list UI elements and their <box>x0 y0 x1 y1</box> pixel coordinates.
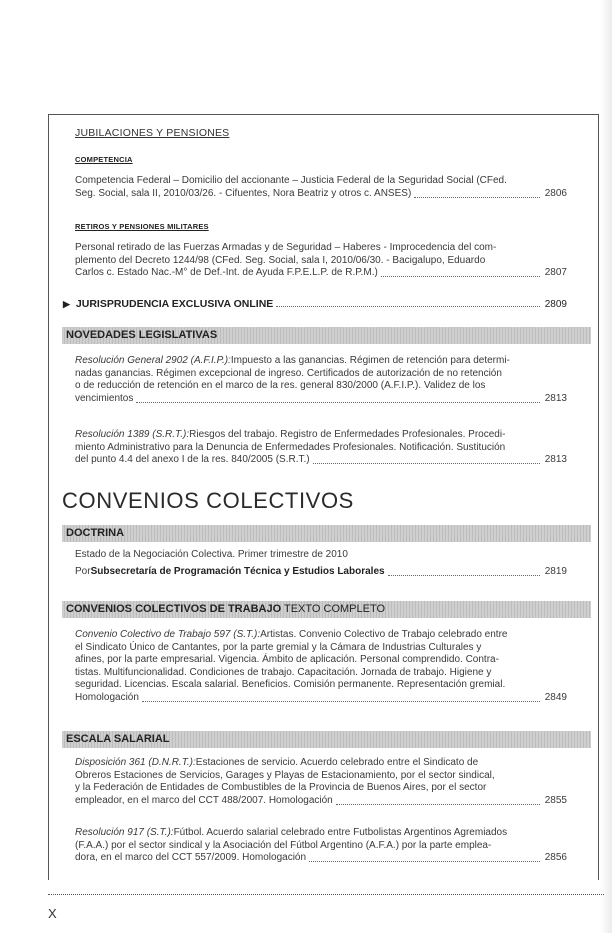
entry-retiros <box>75 242 567 280</box>
entry-novedades-1 <box>75 355 567 406</box>
entry-line: Obreros Estaciones de Servicios, Garages y Playas de Estacionamiento, por el sector sindical, <box>75 769 495 781</box>
page-ref: 2849 <box>544 691 567 703</box>
entry-line: Resolución 917 (S.T.): Fútbol. Acuerdo salarial celebrado entre Futbolistas Argentinos Agremiados <box>75 827 508 838</box>
entry-line: nadas ganancias. Régimen excepcional de ingreso. Certificados de autorización de no retención <box>75 367 502 379</box>
page-number: X <box>48 906 57 921</box>
entry-line: Personal retirado de las Fuerzas Armadas y de Seguridad – Haberes - Improcedencia del com- <box>75 242 497 253</box>
bar-cct: CONVENIOS COLECTIVOS DE TRABAJO TEXTO COMPLETO <box>62 601 591 618</box>
entry-line: Por Subsecretaría de Programación Técnica y Estudios Laborales 2819 <box>75 565 567 577</box>
page-ref: 2856 <box>544 852 567 864</box>
bar-novedades: NOVEDADES LEGISLATIVAS <box>62 327 591 344</box>
page-ref: 2813 <box>544 392 567 404</box>
entry-line: Resolución 1389 (S.R.T.): Riesgos del trabajo. Registro de Enfermedades Profesionales. Procedi- <box>75 429 506 440</box>
subhead-competencia: COMPETENCIA <box>75 155 133 164</box>
page-ref: 2813 <box>544 454 567 466</box>
entry-line: empleador, en el marco del CCT 488/2007. Homologación 2855 <box>75 794 567 806</box>
entry-cct <box>75 629 567 705</box>
section-title: JUBILACIONES Y PENSIONES <box>75 127 230 139</box>
entry-line: plemento del Decreto 1244/98 (CFed. Seg. Social, sala I, 2010/06/30. - Bacigalupo, Eduardo <box>75 254 486 266</box>
convenios-title: CONVENIOS COLECTIVOS <box>62 488 354 513</box>
entry-line: Competencia Federal – Domicilio del accionante – Justicia Federal de la Seguridad Social (CFed. <box>75 175 507 186</box>
bar-doctrina: DOCTRINA <box>62 525 591 542</box>
entry-line: Carlos c. Estado Nac.-M° de Def.-Int. de Ayuda F.P.E.L.P. de R.P.M.) 2807 <box>75 267 567 279</box>
entry-doctrina <box>75 549 567 579</box>
page-ref: 2855 <box>544 794 567 806</box>
entry-line: vencimientos 2813 <box>75 392 567 404</box>
bar-escala: ESCALA SALARIAL <box>62 731 591 748</box>
entry-line: Seg. Social, sala II, 2010/03/26. - Cifuentes, Nora Beatriz y otros c. ANSES) 2806 <box>75 187 567 199</box>
subhead-retiros: RETIROS Y PENSIONES MILITARES <box>75 222 209 231</box>
online-link[interactable] <box>63 297 567 310</box>
page-ref: 2819 <box>544 565 567 577</box>
entry-escala-2 <box>75 827 567 865</box>
entry-line: Homologación 2849 <box>75 691 567 703</box>
entry-line: el Sindicato Único de Cantantes, por la parte gremial y la Cámara de Industrias Culturales y <box>75 641 482 653</box>
entry-line: Estado de la Negociación Colectiva. Primer trimestre de 2010 <box>75 549 348 560</box>
entry-escala-1 <box>75 757 567 808</box>
page-edge-shadow <box>600 0 612 933</box>
page-ref: 2806 <box>544 187 567 199</box>
entry-line: afines, por la parte empresarial. Vigencia. Ámbito de aplicación. Personal comprendido. Contra- <box>75 654 499 666</box>
online-label: JURISPRUDENCIA EXCLUSIVA ONLINE <box>75 298 274 310</box>
triangle-right-icon: ▶ <box>63 299 70 309</box>
entry-line: o de reducción de retención en el marco de la res. general 830/2000 (A.F.I.P.). Validez de los <box>75 380 486 392</box>
entry-line: tistas. Multifuncionalidad. Condiciones de trabajo. Capacitación. Jornada de trabajo. Higiene y <box>75 666 492 678</box>
entry-line: Resolución General 2902 (A.F.I.P.): Impuesto a las ganancias. Régimen de retención para determi- <box>75 355 510 366</box>
doctrina-author: Subsecretaría de Programación Técnica y Estudios Laborales <box>90 565 385 577</box>
entry-line: miento Administrativo para la Denuncia de Enfermedades Profesionales. Notificación. Sustitución <box>75 441 506 453</box>
footer-divider <box>48 894 604 895</box>
entry-line: y la Federación de Entidades de Combustibles de la Provincia de Buenos Aires, por el sector <box>75 782 487 794</box>
entry-line: seguridad. Licencias. Escala salarial. Beneficios. Comisión permanente. Representación gremial. <box>75 679 506 691</box>
page-ref: 2807 <box>544 267 567 279</box>
entry-line: (F.A.A.) por el sector sindical y la Asociación del Fútbol Argentino (A.F.A.) por la parte emplea- <box>75 839 492 851</box>
entry-competencia <box>75 175 567 201</box>
entry-line: dora, en el marco del CCT 557/2009. Homologación 2856 <box>75 852 567 864</box>
page-ref: 2809 <box>544 299 567 310</box>
entry-line: Convenio Colectivo de Trabajo 597 (S.T.): Artistas. Convenio Colectivo de Trabajo celebrado entre <box>75 629 508 640</box>
entry-novedades-2 <box>75 429 567 467</box>
entry-line: del punto 4.4 del anexo I de la res. 840/2005 (S.R.T.) 2813 <box>75 454 567 466</box>
entry-line: Disposición 361 (D.N.R.T.): Estaciones de servicio. Acuerdo celebrado entre el Sindicato de <box>75 757 479 768</box>
